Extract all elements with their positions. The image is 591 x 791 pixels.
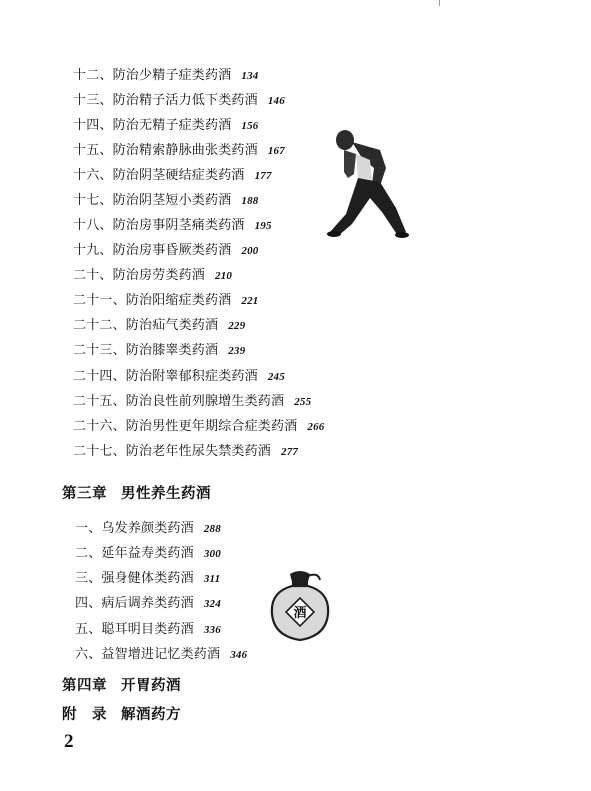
appendix-number: 附 录 <box>62 707 107 723</box>
figure-arm <box>344 150 356 178</box>
toc-entry[interactable] <box>73 68 259 84</box>
toc-entry[interactable] <box>73 318 245 334</box>
chapter-number: 第三章 <box>62 486 107 502</box>
toc-entry-page: 300 <box>203 548 221 560</box>
chapter-4-heading[interactable] <box>62 677 181 695</box>
wine-jar-illustration <box>268 570 332 642</box>
toc-entry[interactable] <box>75 647 247 663</box>
toc-entry-page: 229 <box>228 320 246 332</box>
toc-entry-label: 二十四、防治附睾郁积症类药酒 <box>73 369 258 384</box>
toc-entry[interactable] <box>73 268 232 284</box>
toc-entry[interactable] <box>73 243 259 259</box>
toc-entry[interactable] <box>75 521 221 537</box>
chapter-number: 第四章 <box>62 678 107 694</box>
toc-entry-page: 221 <box>241 295 259 307</box>
figure-shoe <box>327 231 341 237</box>
jar-ribbon <box>308 575 320 580</box>
toc-entry-page: 239 <box>228 345 246 357</box>
chapter-title: 开胃药酒 <box>121 678 181 694</box>
toc-entry-label: 三、强身健体类药酒 <box>75 571 194 586</box>
toc-entry-page: 288 <box>203 523 221 535</box>
toc-entry-label: 十二、防治少精子症类药酒 <box>73 68 232 83</box>
jar-label-text: 酒 <box>293 606 307 621</box>
toc-entry-label: 二十、防治房劳类药酒 <box>73 268 206 283</box>
toc-entry-label: 二十三、防治膝睾类药酒 <box>73 343 219 358</box>
toc-entry-label: 五、聪耳明目类药酒 <box>75 622 194 637</box>
toc-entry-page: 195 <box>254 220 272 232</box>
toc-entry-page: 277 <box>281 446 299 458</box>
walking-man-illustration <box>322 128 410 240</box>
toc-entry-page: 255 <box>294 396 312 408</box>
toc-entry-page: 200 <box>241 245 259 257</box>
toc-entry-page: 188 <box>241 195 259 207</box>
toc-entry[interactable] <box>73 143 285 159</box>
figure-legs <box>330 178 406 236</box>
toc-entry[interactable] <box>73 343 245 359</box>
toc-entry-label: 六、益智增进记忆类药酒 <box>75 647 221 662</box>
toc-entry-page: 156 <box>241 120 259 132</box>
toc-entry[interactable] <box>73 168 272 184</box>
toc-entry[interactable] <box>75 546 221 562</box>
toc-entry-label: 十九、防治房事昏厥类药酒 <box>73 243 232 258</box>
toc-entry-label: 一、乌发养颜类药酒 <box>75 521 194 536</box>
appendix-title: 解酒药方 <box>121 707 181 723</box>
scan-mark <box>439 0 440 6</box>
toc-entry-label: 二、延年益寿类药酒 <box>75 546 194 561</box>
toc-entry[interactable] <box>73 419 325 435</box>
toc-entry-label: 二十一、防治阳缩症类药酒 <box>73 293 232 308</box>
toc-entry-page: 311 <box>203 573 221 585</box>
toc-entry-label: 十六、防治阴茎硬结症类药酒 <box>73 168 245 183</box>
toc-entry-label: 十八、防治房事阴茎痛类药酒 <box>73 218 245 233</box>
chapter-3-heading[interactable] <box>62 485 211 503</box>
toc-entry-label: 十七、防治阴茎短小类药酒 <box>73 193 232 208</box>
chapter-title: 男性养生药酒 <box>121 486 211 502</box>
toc-entry-label: 二十六、防治男性更年期综合症类药酒 <box>73 419 298 434</box>
page-number: 2 <box>64 731 74 752</box>
toc-entry[interactable] <box>75 571 220 587</box>
toc-entry[interactable] <box>73 218 272 234</box>
toc-entry[interactable] <box>73 293 259 309</box>
toc-entry-label: 十四、防治无精子症类药酒 <box>73 118 232 133</box>
toc-entry-page: 336 <box>203 624 221 636</box>
toc-entry-page: 346 <box>230 649 248 661</box>
toc-entry-label: 四、病后调养类药酒 <box>75 596 194 611</box>
toc-entry-page: 266 <box>307 421 325 433</box>
toc-entry-label: 二十五、防治良性前列腺增生类药酒 <box>73 394 285 409</box>
toc-entry-page: 177 <box>254 170 272 182</box>
toc-entry[interactable] <box>73 394 311 410</box>
appendix-heading[interactable] <box>62 706 181 724</box>
toc-entry[interactable] <box>75 596 221 612</box>
toc-entry[interactable] <box>73 193 259 209</box>
toc-entry-label: 二十二、防治疝气类药酒 <box>73 318 219 333</box>
toc-entry-page: 245 <box>267 371 285 383</box>
toc-entry[interactable] <box>73 444 298 460</box>
figure-shoe <box>395 232 409 238</box>
toc-entry-label: 二十七、防治老年性尿失禁类药酒 <box>73 444 272 459</box>
toc-entry-label: 十五、防治精索静脉曲张类药酒 <box>73 143 258 158</box>
toc-entry[interactable] <box>73 118 259 134</box>
toc-entry-page: 167 <box>267 145 285 157</box>
toc-entry-label: 十三、防治精子活力低下类药酒 <box>73 93 258 108</box>
toc-entry-page: 324 <box>203 598 221 610</box>
toc-entry-page: 134 <box>241 70 259 82</box>
toc-entry-page: 146 <box>267 95 285 107</box>
toc-entry[interactable] <box>75 622 221 638</box>
toc-entry[interactable] <box>73 369 285 385</box>
toc-entry-page: 210 <box>215 270 233 282</box>
figure-head <box>336 130 354 150</box>
jar-lid <box>290 571 310 582</box>
toc-entry[interactable] <box>73 93 285 109</box>
